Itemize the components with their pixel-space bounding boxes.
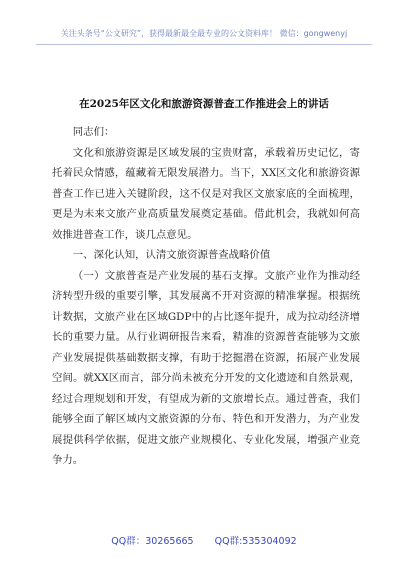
header-divider [36, 44, 372, 45]
footer-qq-group-2: QQ群:535304092 [214, 536, 297, 547]
document-title: 在2025年区文化和旅游资源普查工作推进会上的讲话 [79, 98, 329, 110]
header-banner: 关注头条号“公文研究”，获得最新最全最专业的公文资料库！ 微信：gongwenyj [60, 29, 348, 38]
section-heading: 一、深化认知，认清文旅资源普查战略价值 [72, 249, 271, 261]
document-body [52, 118, 360, 471]
footer-contact [0, 533, 408, 547]
footer-qq-group-1: QQ群：30265665 [111, 536, 194, 547]
paragraph-subsection-1: （一）文旅普查是产业发展的基石支撑。文旅产业作为推动经济转型升级的重要引擎，其发展离不开对资源的精准掌握。根据统计数据，文旅产业在区域GDP中的占比逐年提升，成为拉动经济增长的重要力量。从行业调研报告来看，精准的资源普查能够为文旅产业发展提供基础数据支撑，有助于挖掘潜在资源，拓展产业发展空间。就XX区而言，部分尚未被充分开发的文化遗迹和自然景观，经过合理规划和开发，有望成为新的文旅增长点。通过普查，我们能够全面了解区域内文旅资源的分布、特色和开发潜力，为产业发展提供科学依据，促进文旅产业规模化、专业化发展，增强产业竞争力。 [52, 269, 360, 466]
paragraph-intro: 文化和旅游资源是区域发展的宝贵财富，承载着历史记忆，寄托着民众情感，蕴藏着无限发展潜力。当下，XX区文化和旅游资源普查工作已进入关键阶段，这不仅是对我区文旅家底的全面梳理，更是为未来文旅产业高质量发展奠定基础。借此机会，我就如何高效推进普查工作，谈几点意见。 [52, 146, 360, 241]
salutation: 同志们： [72, 126, 115, 138]
